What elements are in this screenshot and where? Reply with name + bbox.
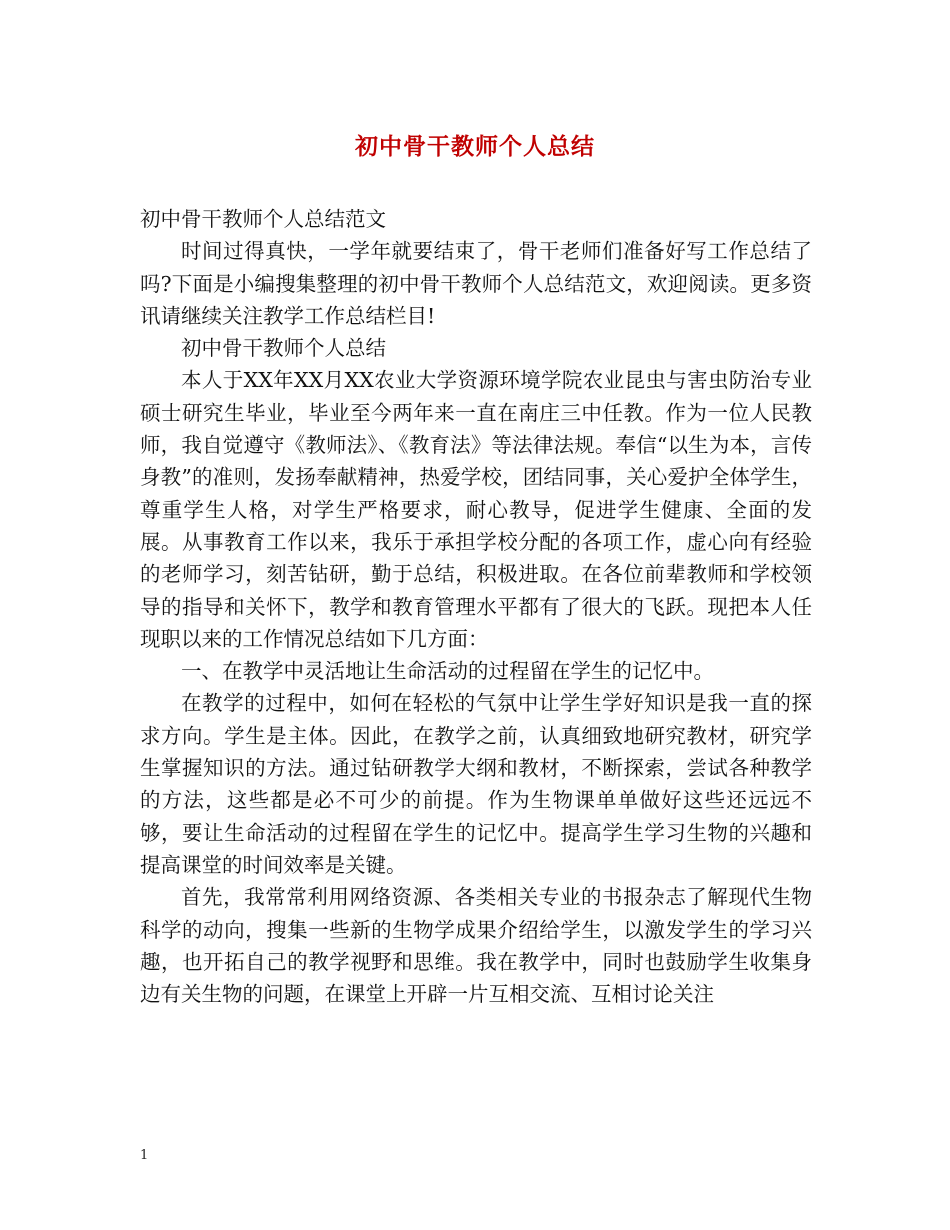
paragraph: 在教学的过程中，如何在轻松的气氛中让学生学好知识是我一直的探求方向。学生是主体。因此，在教学之前，认真细致地研究教材，研究学生掌握知识的方法。通过钻研教学大纲和教材，不断探索，尝试各种教学的方法，这些都是必不可少的前提。作为生物课单单做好这些还远远不够，要让生命活动的过程留在学生的记忆中。提高学生学习生物的兴趣和提高课堂的时间效率是关键。 <box>140 691 812 877</box>
page-number: 1 <box>140 1148 149 1163</box>
paragraph: 初中骨干教师个人总结范文 <box>140 207 386 231</box>
paragraph: 首先，我常常利用网络资源、各类相关专业的书报杂志了解现代生物科学的动向，搜集一些新的生物学成果介绍给学生，以激发学生的学习兴趣，也开拓自己的教学视野和思维。我在教学中，同时也鼓励学生收集身边有关生物的问题，在课堂上开辟一片互相交流、互相讨论关注 <box>140 885 812 1007</box>
paragraph: 初中骨干教师个人总结 <box>181 336 386 361</box>
paragraph: 本人于XX年XX月XX农业大学资源环境学院农业昆虫与害虫防治专业硕士研究生毕业，毕业至今两年来一直在南庄三中任教。作为一位人民教师，我自觉遵守《教师法》、《教育法》等法律法规。奉信“以生为本，言传身教”的准则，发扬奉献精神，热爱学校，团结同事，关心爱护全体学生，尊重学生人格，对学生严格要求，耐心教导，促进学生健康、全面的发展。从事教育工作以来，我乐于承担学校分配的各项工作，虚心向有经验的老师学习，刻苦钻研，勤于总结，积极进取。在各位前辈教师和学校领导的指导和关怀下，教学和教育管理水平都有了很大的飞跃。现把本人任现职以来的工作情况总结如下几方面： <box>140 368 812 651</box>
document-title: 初中骨干教师个人总结 <box>355 133 595 160</box>
paragraph: 时间过得真快，一学年就要结束了，骨干老师们准备好写工作总结了吗?下面是小编搜集整理的初中骨干教师个人总结范文，欢迎阅读。更多资讯请继续关注教学工作总结栏目! <box>140 239 812 328</box>
document-body <box>140 203 812 1010</box>
paragraph: 一、在教学中灵活地让生命活动的过程留在学生的记忆中。 <box>181 659 714 684</box>
